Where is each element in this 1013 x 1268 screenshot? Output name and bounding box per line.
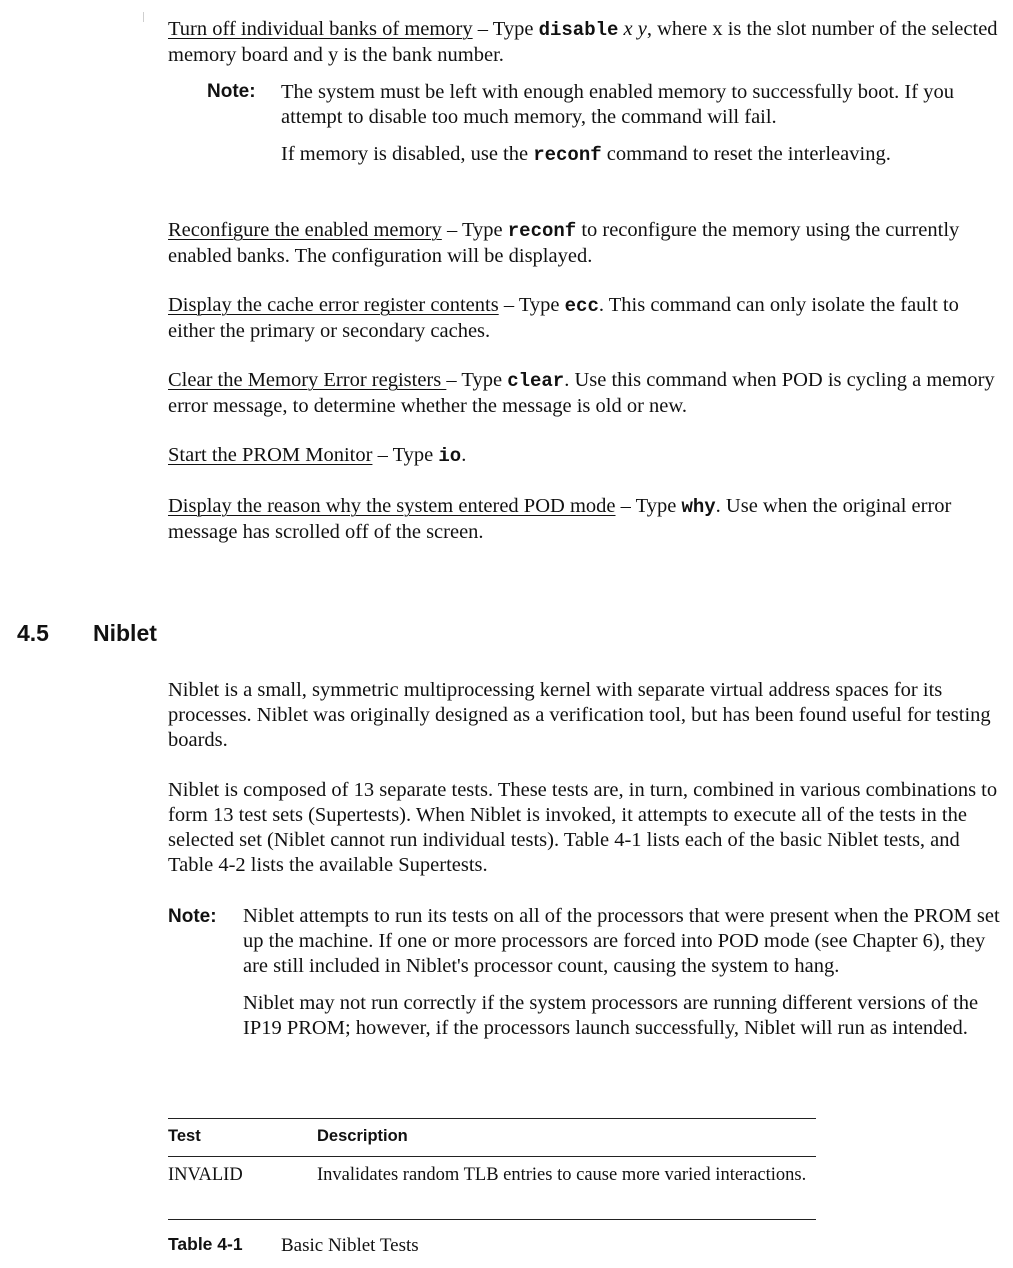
table-header-rule [168,1156,816,1157]
note-paragraph: Niblet attempts to run its tests on all of the processors that were present when the PROM set up the machine. If one or more processors are forced into POD mode (see Chapter 6), they are still included in Niblet's processor count, causing the system to hang. [243,905,1000,977]
table-cell-test: INVALID [168,1165,243,1185]
note-code: reconf [533,144,602,166]
command-why: Display the reason why the system entered POD mode – Type why. Use when the original error message has scrolled off of the screen. [168,495,952,543]
table-top-rule [168,1118,816,1119]
note-body [243,904,1003,1053]
command-link[interactable]: Display the reason why the system entered POD mode [168,495,616,517]
command-link[interactable]: Clear the Memory Error registers [168,369,447,391]
command-disable [168,17,998,68]
command-args: x y [618,18,647,40]
command-text: – Type [472,18,539,40]
note-label: Note: [207,81,256,102]
command-link[interactable]: Start the PROM Monitor [168,444,373,466]
command-io: Start the PROM Monitor – Type io. [168,444,467,467]
table-header-test: Test [168,1127,201,1145]
command-text: , where x is the slot number of the selected memory board and y is the bank number. [168,18,998,66]
section-paragraph: Niblet is a small, symmetric multiprocessing kernel with separate virtual address spaces for its processes. Niblet was originally designed as a verification tool, but has been found useful for testing boards. [168,679,991,751]
command-link[interactable]: Display the cache error register contents [168,294,499,316]
section-paragraph: Niblet is composed of 13 separate tests. These tests are, in turn, combined in various combinations to form 13 test sets (Supertests). When Niblet is invoked, it attempts to execute all of the tests in the selected set (Niblet cannot run individual tests). Table 4-1 lists each of the basic Niblet tests, and Table 4-2 lists the available Supertests. [168,779,998,876]
table-caption-label: Table 4-1 [168,1234,243,1254]
note-paragraph: If memory is disabled, use the reconf command to reset the interleaving. [281,143,891,166]
command-link[interactable]: Reconfigure the enabled memory [168,219,442,241]
section-title: Niblet [93,620,157,646]
command-clear: Clear the Memory Error registers – Type clear. Use this command when POD is cycling a memory error message, to determine whether the message is old or new. [168,369,995,417]
margin-tick-mark [143,12,144,22]
table-caption-text: Basic Niblet Tests [281,1235,419,1256]
note-paragraph: Niblet may not run correctly if the system processors are running different versions of the IP19 PROM; however, if the processors launch successfully, Niblet will run as intended. [243,992,979,1039]
table-cell-description: Invalidates random TLB entries to cause more varied interactions. [317,1165,807,1185]
table-bottom-rule [168,1219,816,1220]
command-ecc: Display the cache error register contents – Type ecc. This command can only isolate the fault to either the primary or secondary caches. [168,294,959,342]
note-label: Note: [168,906,217,927]
note-paragraph: The system must be left with enough enabled memory to successfully boot. If you attempt to disable too much memory, the command will fail. [281,81,954,128]
command-reconf: Reconfigure the enabled memory – Type reconf to reconfigure the memory using the currently enabled banks. The configuration will be displayed. [168,219,960,267]
table-header-description: Description [317,1127,408,1145]
command-link[interactable]: Turn off individual banks of memory [168,18,473,40]
note-body [281,80,1001,180]
command-code: disable [538,19,619,41]
section-number: 4.5 [17,620,49,646]
